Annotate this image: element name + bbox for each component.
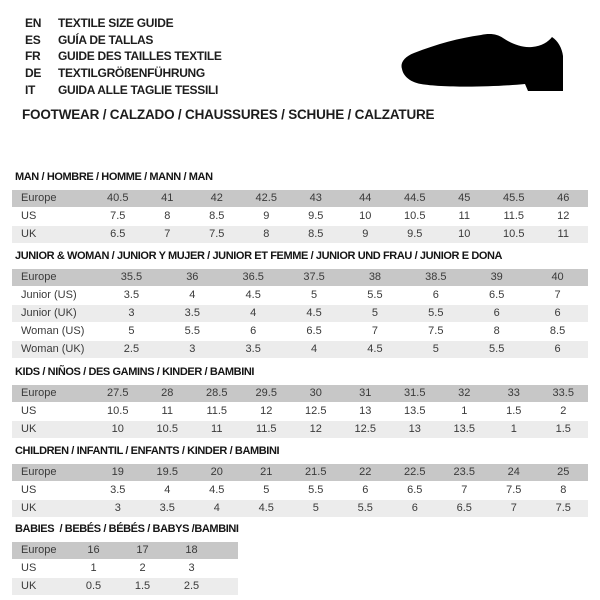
size-cell: 10 [440, 225, 490, 243]
size-cell: 29.5 [255, 387, 277, 399]
section-babies [12, 522, 588, 595]
language-title: TEXTILGRÖßENFÜHRUNG [58, 66, 205, 81]
table-row [12, 190, 588, 207]
table-title-man: MAN / HOMBRE / HOMME / MANN / MAN [15, 171, 213, 183]
row-label: Europe [21, 387, 57, 399]
filler-cell [216, 577, 238, 595]
kids-size-table [12, 385, 588, 438]
size-cell: 7.5 [192, 225, 242, 243]
size-cell: 45.5 [503, 192, 525, 204]
language-code: EN [25, 16, 42, 31]
section-children [12, 444, 588, 517]
table-title-children: CHILDREN / INFANTIL / ENFANTS / KINDER / BAMBINI [15, 445, 280, 457]
size-cell: 5 [345, 304, 406, 322]
size-cell: 6 [527, 304, 588, 322]
size-cell: 1 [69, 559, 118, 577]
size-cell: 9 [242, 207, 292, 225]
row-label: UK [12, 225, 93, 243]
size-cell: 4 [143, 481, 193, 499]
size-cell: 11 [539, 225, 589, 243]
size-cell: 6 [405, 286, 466, 304]
table-row [12, 464, 588, 481]
section-kids [12, 365, 588, 438]
table-row [12, 269, 588, 286]
size-cell: 7.5 [405, 322, 466, 340]
size-cell: 6.5 [284, 322, 345, 340]
section-man [12, 170, 588, 243]
size-table-grid [12, 190, 588, 243]
table-row [12, 559, 238, 577]
size-cell: 19.5 [156, 466, 178, 478]
language-code: FR [25, 49, 41, 64]
language-row [25, 65, 222, 82]
size-cell: 38 [368, 271, 382, 283]
table-row [12, 499, 588, 517]
size-cell: 12 [291, 420, 341, 438]
size-cell: 10 [341, 207, 391, 225]
size-cell: 28 [161, 387, 174, 399]
size-cell: 6 [390, 499, 440, 517]
size-cell: 4 [223, 304, 284, 322]
size-cell: 5 [284, 286, 345, 304]
size-cell: 13 [341, 402, 391, 420]
language-code: ES [25, 32, 41, 47]
size-cell: 6 [466, 304, 527, 322]
size-cell: 3.5 [143, 499, 193, 517]
size-cell: 5.5 [345, 286, 406, 304]
size-cell: 46 [557, 192, 570, 204]
filler-cell [216, 559, 238, 577]
size-cell: 21 [260, 466, 273, 478]
row-label: US [12, 402, 93, 420]
size-cell: 24 [507, 466, 520, 478]
table-row [12, 420, 588, 438]
size-cell: 5 [101, 322, 162, 340]
size-cell: 7 [527, 286, 588, 304]
size-cell: 5 [405, 340, 466, 358]
table-row [12, 481, 588, 499]
size-cell: 4 [162, 286, 223, 304]
size-cell: 11 [143, 402, 193, 420]
size-cell: 39 [490, 271, 503, 283]
size-cell: 4.5 [284, 304, 345, 322]
size-cell: 40.5 [107, 192, 129, 204]
size-cell: 13.5 [440, 420, 490, 438]
size-cell: 36.5 [242, 271, 264, 283]
size-cell: 4.5 [223, 286, 284, 304]
size-cell: 8.5 [527, 322, 588, 340]
size-cell: 9.5 [291, 207, 341, 225]
size-cell: 8 [242, 225, 292, 243]
size-cell: 31.5 [404, 387, 426, 399]
size-cell: 37.5 [303, 271, 325, 283]
row-label: US [12, 207, 93, 225]
size-cell: 5 [291, 499, 341, 517]
table-title-kids: KIDS / NIÑOS / DES GAMINS / KINDER / BAMBINI [15, 366, 255, 378]
size-cell: 35.5 [120, 271, 143, 283]
row-label: US [12, 559, 69, 577]
size-cell: 33 [507, 387, 520, 399]
language-header [25, 15, 222, 98]
size-cell: 8 [466, 322, 527, 340]
size-cell: 11.5 [242, 420, 292, 438]
table-row [12, 304, 588, 322]
junior-woman-size-table [12, 269, 588, 358]
man-size-table [12, 190, 588, 243]
size-cell: 5.5 [466, 340, 527, 358]
size-cell: 21.5 [305, 466, 327, 478]
table-row [12, 402, 588, 420]
size-cell: 1.5 [489, 402, 539, 420]
size-cell: 11.5 [489, 207, 539, 225]
size-cell: 0.5 [69, 577, 118, 595]
size-cell: 11 [192, 420, 242, 438]
size-cell: 3.5 [101, 286, 162, 304]
size-cell: 36 [186, 271, 199, 283]
filler-cell [216, 542, 238, 559]
size-cell: 12.5 [341, 420, 391, 438]
row-label: Europe [21, 192, 57, 204]
size-cell: 4 [192, 499, 242, 517]
size-cell: 45 [458, 192, 471, 204]
size-cell: 5.5 [341, 499, 391, 517]
language-title: GUIDE DES TAILLES TEXTILE [58, 49, 222, 64]
language-row [25, 81, 222, 98]
size-cell: 7.5 [93, 207, 143, 225]
size-cell: 10.5 [390, 207, 440, 225]
size-cell: 13.5 [390, 402, 440, 420]
table-title-junior-woman: JUNIOR & WOMAN / JUNIOR Y MUJER / JUNIOR ET FEMME / JUNIOR UND FRAU / JUNIOR E DONA [15, 250, 503, 262]
size-cell: 44 [359, 192, 372, 204]
size-cell: 3.5 [93, 481, 143, 499]
size-cell: 10.5 [93, 402, 143, 420]
children-size-table [12, 464, 588, 517]
size-cell: 8.5 [291, 225, 341, 243]
language-row [25, 48, 222, 65]
size-cell: 6.5 [390, 481, 440, 499]
size-cell: 32 [458, 387, 471, 399]
size-cell: 7.5 [489, 481, 539, 499]
size-cell: 7 [489, 499, 539, 517]
size-cell: 6.5 [440, 499, 490, 517]
size-cell: 3 [101, 304, 162, 322]
size-cell: 19 [111, 466, 124, 478]
language-title: TEXTILE SIZE GUIDE [58, 16, 174, 31]
babies-size-table [12, 542, 588, 595]
table-row [12, 286, 588, 304]
size-cell: 9.5 [390, 225, 440, 243]
size-cell: 8 [143, 207, 193, 225]
category-line: FOOTWEAR / CALZADO / CHAUSSURES / SCHUHE / CALZATURE [22, 107, 435, 122]
size-cell: 13 [390, 420, 440, 438]
size-cell: 4.5 [192, 481, 242, 499]
row-label: Junior (UK) [12, 304, 101, 322]
size-cell: 2 [118, 559, 167, 577]
size-cell: 3 [93, 499, 143, 517]
size-cell: 31 [359, 387, 372, 399]
size-cell: 4.5 [345, 340, 406, 358]
size-cell: 42 [210, 192, 223, 204]
size-cell: 3 [167, 559, 216, 577]
size-cell: 5 [242, 481, 292, 499]
size-cell: 23.5 [453, 466, 475, 478]
row-label: UK [12, 420, 93, 438]
table-row [12, 322, 588, 340]
table-row [12, 577, 238, 595]
size-cell: 8 [539, 481, 589, 499]
row-label: Woman (US) [12, 322, 101, 340]
size-cell: 12 [539, 207, 589, 225]
size-cell: 6.5 [466, 286, 527, 304]
row-label: Europe [21, 544, 57, 556]
size-cell: 5.5 [405, 304, 466, 322]
size-cell: 11.5 [192, 402, 242, 420]
row-label: UK [12, 499, 93, 517]
size-cell: 3.5 [223, 340, 284, 358]
size-cell: 18 [185, 544, 198, 556]
size-cell: 3.5 [162, 304, 223, 322]
size-cell: 12 [242, 402, 292, 420]
dress-shoe-icon [399, 34, 569, 94]
table-row [12, 207, 588, 225]
table-row [12, 542, 238, 559]
language-title: GUÍA DE TALLAS [58, 32, 154, 47]
size-cell: 42.5 [255, 192, 277, 204]
row-label: Europe [21, 466, 57, 478]
size-cell: 33.5 [552, 387, 574, 399]
size-cell: 1.5 [118, 577, 167, 595]
language-title: GUIDA ALLE TAGLIE TESSILI [58, 82, 219, 97]
size-cell: 30 [309, 387, 322, 399]
language-code: DE [25, 66, 42, 81]
language-row [25, 32, 222, 49]
size-cell: 1 [489, 420, 539, 438]
table-row [12, 340, 588, 358]
size-cell: 27.5 [107, 387, 129, 399]
size-cell: 2.5 [101, 340, 162, 358]
size-cell: 10.5 [143, 420, 193, 438]
size-cell: 11 [440, 207, 490, 225]
size-cell: 1.5 [539, 420, 589, 438]
language-row [25, 15, 222, 32]
row-label: Junior (US) [12, 286, 101, 304]
size-cell: 5.5 [162, 322, 223, 340]
size-cell: 4 [284, 340, 345, 358]
size-cell: 41 [161, 192, 174, 204]
table-row [12, 225, 588, 243]
size-cell: 6.5 [93, 225, 143, 243]
size-table-grid [12, 385, 588, 438]
section-junior-woman [12, 249, 588, 358]
table-title-babies: BABIES / BEBÉS / BÉBÉS / BABYS /BAMBINI [15, 523, 239, 535]
size-cell: 6 [223, 322, 284, 340]
size-cell: 5.5 [291, 481, 341, 499]
size-cell: 40 [551, 271, 564, 283]
size-cell: 38.5 [425, 271, 447, 283]
size-cell: 7 [440, 481, 490, 499]
size-cell: 7.5 [539, 499, 589, 517]
language-code: IT [25, 82, 36, 97]
size-cell: 22.5 [404, 466, 426, 478]
size-table-grid [12, 464, 588, 517]
size-cell: 2.5 [167, 577, 216, 595]
size-cell: 12.5 [291, 402, 341, 420]
size-cell: 6 [527, 340, 588, 358]
size-cell: 20 [210, 466, 223, 478]
size-cell: 3 [162, 340, 223, 358]
row-label: UK [12, 577, 69, 595]
size-cell: 16 [87, 544, 100, 556]
size-cell: 43 [309, 192, 322, 204]
row-label: US [12, 481, 93, 499]
size-cell: 10 [93, 420, 143, 438]
size-table-grid [12, 542, 238, 595]
table-row [12, 385, 588, 402]
size-cell: 7 [143, 225, 193, 243]
row-label: Woman (UK) [12, 340, 101, 358]
size-cell: 6 [341, 481, 391, 499]
row-label: Europe [21, 271, 57, 283]
size-cell: 17 [136, 544, 149, 556]
size-cell: 28.5 [206, 387, 228, 399]
size-cell: 2 [539, 402, 589, 420]
size-cell: 8.5 [192, 207, 242, 225]
size-cell: 10.5 [489, 225, 539, 243]
size-cell: 44.5 [404, 192, 426, 204]
size-cell: 9 [341, 225, 391, 243]
size-cell: 4.5 [242, 499, 292, 517]
size-cell: 22 [359, 466, 372, 478]
size-cell: 1 [440, 402, 490, 420]
size-table-grid [12, 269, 588, 358]
size-cell: 25 [557, 466, 570, 478]
size-cell: 7 [345, 322, 406, 340]
